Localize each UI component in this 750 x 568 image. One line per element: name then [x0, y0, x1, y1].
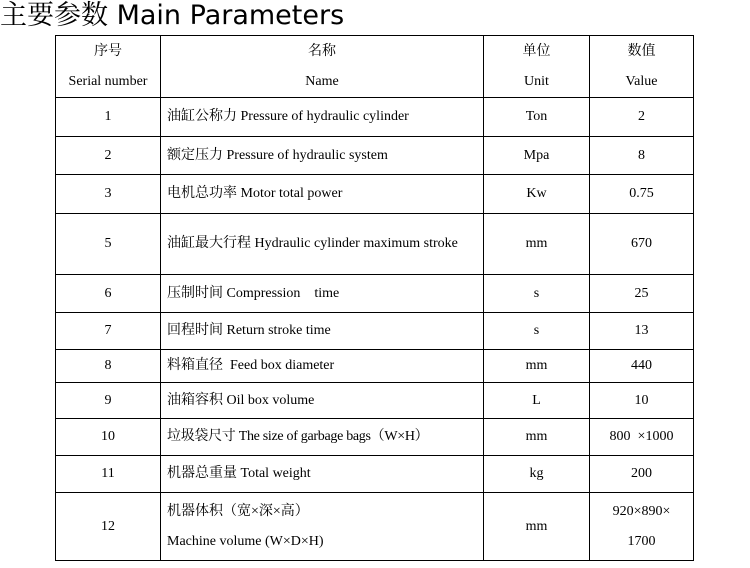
table-row — [56, 98, 694, 137]
serial-cell: 7 — [56, 313, 161, 350]
unit-cell: mm — [484, 493, 590, 561]
serial-cell: 10 — [56, 419, 161, 456]
main-parameters-table — [55, 35, 694, 561]
table-row — [56, 493, 694, 561]
table-header-row — [56, 36, 694, 98]
serial-header-cn: 序号 — [94, 43, 122, 59]
serial-cell: 3 — [56, 175, 161, 214]
table-row — [56, 313, 694, 350]
name-cell: 油箱容积 Oil box volume — [161, 383, 484, 419]
name-header — [161, 36, 484, 98]
name-header-en: Name — [305, 73, 339, 89]
table-row — [56, 275, 694, 313]
name-cell: 电机总功率 Motor total power — [161, 175, 484, 214]
value-cell: 0.75 — [590, 175, 694, 214]
unit-cell: mm — [484, 419, 590, 456]
table-row — [56, 137, 694, 175]
value-cell: 10 — [590, 383, 694, 419]
table-row — [56, 456, 694, 493]
table-row — [56, 383, 694, 419]
name-cell: 额定压力 Pressure of hydraulic system — [161, 137, 484, 175]
value-cell: 2 — [590, 98, 694, 137]
value-cell: 200 — [590, 456, 694, 493]
value-cell: 25 — [590, 275, 694, 313]
value-cell: 8 — [590, 137, 694, 175]
unit-cell: Kw — [484, 175, 590, 214]
serial-cell: 6 — [56, 275, 161, 313]
serial-cell: 8 — [56, 350, 161, 383]
unit-header-cn: 单位 — [522, 43, 551, 59]
table-row — [56, 419, 694, 456]
unit-cell: mm — [484, 214, 590, 275]
name-cell: 料箱直径 Feed box diameter — [161, 350, 484, 383]
value-cell: 800 ×1000 — [590, 419, 694, 456]
value-cell: 440 — [590, 350, 694, 383]
name-cell: 垃圾袋尺寸 The size of garbage bags（W×H） — [161, 419, 484, 456]
serial-cell: 1 — [56, 98, 161, 137]
unit-cell: Mpa — [484, 137, 590, 175]
serial-cell: 2 — [56, 137, 161, 175]
serial-cell: 9 — [56, 383, 161, 419]
value-cell: 13 — [590, 313, 694, 350]
value-cell-line1: 920×890× — [612, 503, 671, 519]
value-header — [590, 36, 694, 98]
serial-header-en: Serial number — [68, 73, 148, 89]
unit-cell: mm — [484, 350, 590, 383]
table-row — [56, 175, 694, 214]
value-cell: 670 — [590, 214, 694, 275]
serial-header — [56, 36, 161, 98]
name-cell — [161, 493, 484, 561]
name-cell: 压制时间 Compression time — [161, 275, 484, 313]
name-header-cn: 名称 — [308, 43, 336, 59]
name-cell: 机器总重量 Total weight — [161, 456, 484, 493]
value-cell-line2: 1700 — [627, 533, 656, 549]
name-cell: 回程时间 Return stroke time — [161, 313, 484, 350]
name-cell-line1: 机器体积（宽×深×高） — [167, 503, 309, 519]
unit-cell: Ton — [484, 98, 590, 137]
value-header-en: Value — [625, 73, 658, 89]
unit-header-en: Unit — [524, 73, 549, 89]
serial-cell: 5 — [56, 214, 161, 275]
unit-header — [484, 36, 590, 98]
unit-cell: s — [484, 313, 590, 350]
page-title: 主要参数 Main Parameters — [0, 0, 345, 31]
table-row — [56, 350, 694, 383]
unit-cell: L — [484, 383, 590, 419]
value-cell — [590, 493, 694, 561]
name-cell: 油缸公称力 Pressure of hydraulic cylinder — [161, 98, 484, 137]
table-row — [56, 214, 694, 275]
value-header-cn: 数值 — [627, 43, 656, 59]
serial-cell: 11 — [56, 456, 161, 493]
unit-cell: kg — [484, 456, 590, 493]
name-cell-line2: Machine volume (W×D×H) — [167, 533, 324, 549]
serial-cell: 12 — [56, 493, 161, 561]
name-cell: 油缸最大行程 Hydraulic cylinder maximum stroke — [161, 214, 484, 275]
unit-cell: s — [484, 275, 590, 313]
